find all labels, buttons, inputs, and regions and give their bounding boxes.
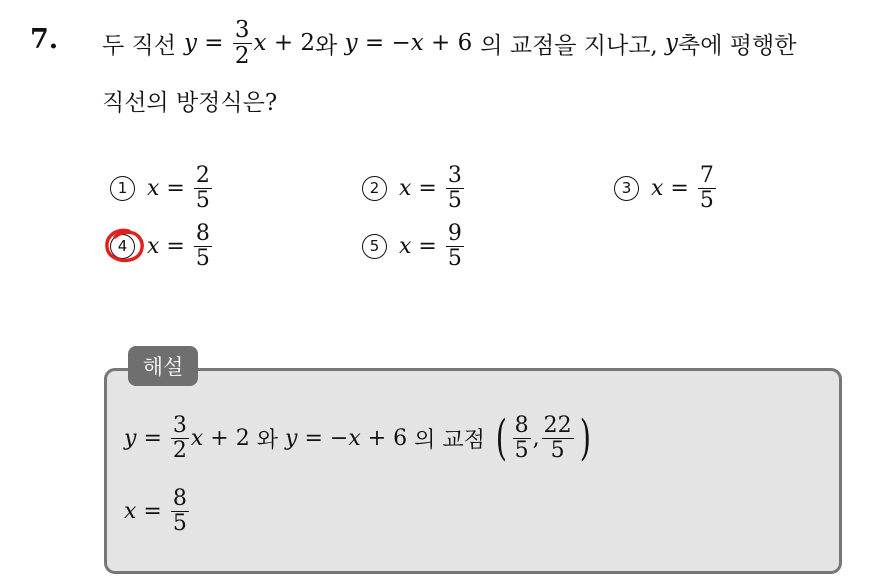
question-lead: 두 직선 [102, 32, 176, 59]
eq2-neg: − [391, 30, 411, 56]
sol-point-x-den: 5 [514, 437, 529, 463]
axis-var: y [665, 30, 679, 56]
sol2-denominator: 5 [172, 510, 187, 536]
choice-5[interactable] [362, 216, 466, 276]
sol2-fraction [171, 487, 189, 534]
choice-5-equals: = [418, 233, 437, 259]
choice-1-number: 1 [110, 176, 135, 201]
sol-denominator: 2 [172, 437, 187, 463]
eq1-numerator: 3 [234, 17, 250, 44]
sol-equals: = [143, 425, 162, 451]
answer-mark-icon [103, 226, 147, 266]
eq2-equals: = [364, 30, 385, 56]
sol-right-paren: ) [579, 410, 591, 466]
eq1-rest: + 2 [273, 30, 316, 56]
eq2-y: y [344, 30, 358, 56]
choice-3-denominator: 5 [699, 187, 714, 213]
solution-tag: 해설 [128, 346, 198, 386]
solution-line-1 [124, 403, 594, 473]
question-tail-1: 축에 평행한 [678, 32, 797, 59]
choice-1-equals: = [166, 175, 185, 201]
choice-1-denominator: 5 [195, 187, 210, 213]
conj-wa: 와 [315, 32, 338, 59]
question-text-line-1 [102, 12, 796, 74]
choice-3-numerator: 7 [699, 163, 714, 189]
sol-y2: y [285, 425, 298, 451]
choice-4-equals: = [166, 233, 185, 259]
choice-5-numerator: 9 [447, 221, 462, 247]
choice-5-denominator: 5 [447, 245, 462, 271]
question-text-line-2: 직선의 방정식은? [102, 90, 278, 116]
eq1-y: y [183, 30, 197, 56]
sol2-x: x [124, 498, 137, 524]
eq2-rest: + 6 [431, 30, 473, 56]
sol-point-x [513, 414, 531, 461]
sol-comma: , [532, 425, 540, 451]
choice-2-var: x [399, 175, 412, 201]
sol-x: x [190, 425, 204, 451]
sol-wa: 와 [256, 427, 278, 453]
eq1-fraction [233, 18, 252, 67]
choice-4-denominator: 5 [195, 245, 210, 271]
choice-1-var: x [147, 175, 160, 201]
choice-2-equals: = [418, 175, 437, 201]
choice-5-number: 5 [362, 234, 387, 259]
choice-2[interactable] [362, 158, 466, 218]
question-mid: 의 교점을 지나고, [480, 32, 658, 59]
choice-3-equals: = [670, 175, 689, 201]
sol-rest-2: + 6 [367, 425, 408, 451]
sol-x2: x [348, 425, 361, 451]
sol-mid: 의 교점 [414, 427, 485, 453]
eq1-equals: = [204, 30, 224, 56]
choice-5-var: x [399, 233, 412, 259]
sol2-equals: = [143, 498, 162, 524]
choice-3-var: x [651, 175, 664, 201]
sol-point-y-den: 5 [550, 437, 565, 463]
choice-3-fraction [698, 164, 716, 211]
choice-4-numerator: 8 [195, 221, 210, 247]
sol-left-paren: ( [495, 410, 507, 466]
choice-2-numerator: 3 [447, 163, 462, 189]
sol-point-y-num: 22 [543, 413, 572, 439]
choice-2-denominator: 5 [447, 187, 462, 213]
choice-5-fraction [446, 222, 464, 269]
choice-3[interactable] [614, 158, 718, 218]
choice-2-fraction [446, 164, 464, 211]
question-number: 7. [30, 24, 59, 55]
choice-4-var: x [147, 233, 160, 259]
choice-1[interactable] [110, 158, 214, 218]
solution-line-2 [124, 476, 191, 546]
sol-fraction [171, 414, 189, 461]
choice-3-number: 3 [614, 176, 639, 201]
sol-numerator: 3 [172, 413, 187, 439]
choice-2-number: 2 [362, 176, 387, 201]
eq1-x: x [253, 30, 267, 56]
sol-neg: − [329, 425, 349, 451]
choice-4-fraction [194, 222, 212, 269]
choice-1-fraction [194, 164, 212, 211]
sol-y: y [124, 425, 137, 451]
choice-1-numerator: 2 [195, 163, 210, 189]
sol2-numerator: 8 [172, 486, 187, 512]
sol-equals-2: = [304, 425, 323, 451]
sol-point-x-num: 8 [514, 413, 529, 439]
eq1-denominator: 2 [234, 42, 250, 69]
choice-4-number: 4 [110, 234, 135, 259]
sol-point-y [542, 414, 574, 461]
sol-rest: + 2 [210, 425, 250, 451]
eq2-x: x [410, 30, 424, 56]
